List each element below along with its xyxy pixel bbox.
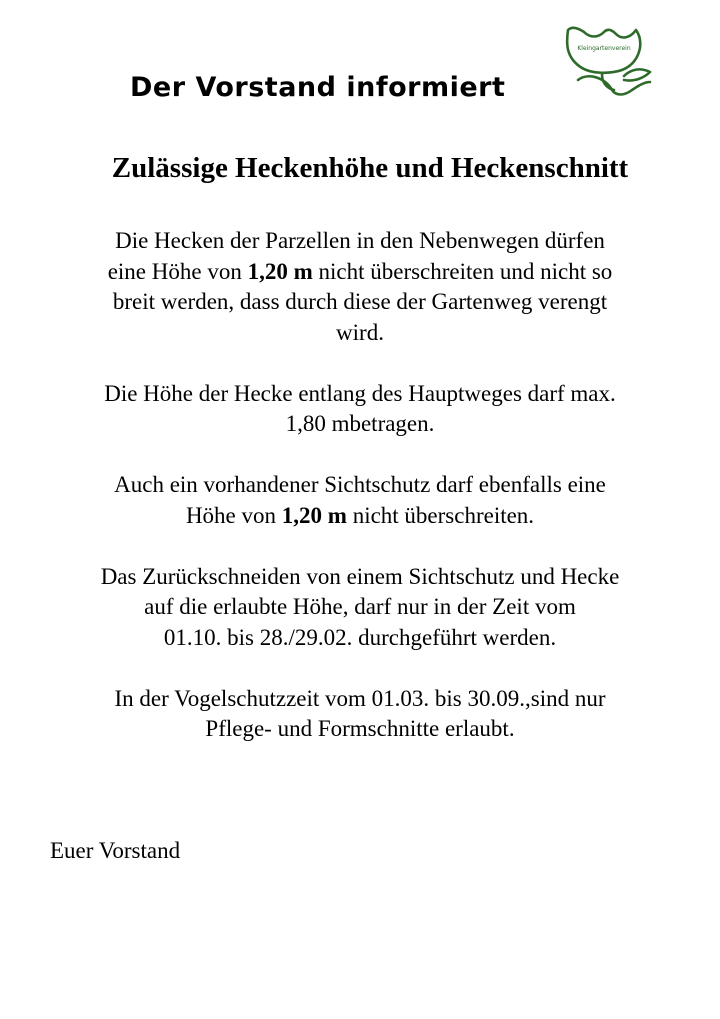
paragraph	[40, 470, 680, 531]
emphasized-value: 1,20 m	[281, 502, 347, 528]
text-segment: eine Höhe von	[107, 258, 248, 284]
text-segment: Höhe von	[185, 502, 282, 528]
text-line: In der Vogelschutzzeit vom 01.03. bis 30.09.,sind nur	[114, 685, 606, 711]
text-line	[40, 257, 680, 288]
text-line	[40, 501, 680, 532]
emphasized-value: 1,20 m	[247, 258, 313, 284]
logo-text: Kleingartenverein	[577, 45, 631, 52]
text-line: 1,80 mbetragen.	[285, 411, 435, 436]
text-line: auf die erlaubte Höhe, darf nur in der Zeit vom	[144, 594, 576, 619]
logo	[558, 24, 654, 100]
document-title: Zulässige Heckenhöhe und Heckenschnitt	[111, 152, 629, 184]
paragraph	[40, 684, 680, 745]
text-line: breit werden, dass durch diese der Gartenweg verengt	[112, 289, 608, 314]
text-line: 01.10. bis 28./29.02. durchgeführt werden.	[163, 624, 557, 650]
header-title: Der Vorstand informiert	[130, 72, 506, 103]
text-line: Auch ein vorhandener Sichtschutz darf ebenfalls eine	[114, 472, 606, 497]
text-segment: nicht überschreiten und nicht so	[312, 258, 613, 284]
text-line: Die Hecken der Parzellen in den Nebenwegen dürfen	[115, 228, 605, 253]
document-body	[40, 226, 680, 775]
paragraph	[40, 226, 680, 348]
text-line: wird.	[336, 319, 384, 345]
text-segment: nicht überschreiten.	[346, 502, 535, 528]
paragraph	[40, 562, 680, 654]
text-line: Die Höhe der Hecke entlang des Hauptweges darf max.	[104, 380, 616, 406]
text-line: Das Zurückschneiden von einem Sichtschutz und Hecke	[100, 563, 620, 589]
tulip-logo-icon	[558, 24, 654, 100]
text-line: Pflege- und Formschnitte erlaubt.	[205, 716, 515, 741]
signature: Euer Vorstand	[50, 838, 181, 863]
paragraph	[40, 379, 680, 440]
